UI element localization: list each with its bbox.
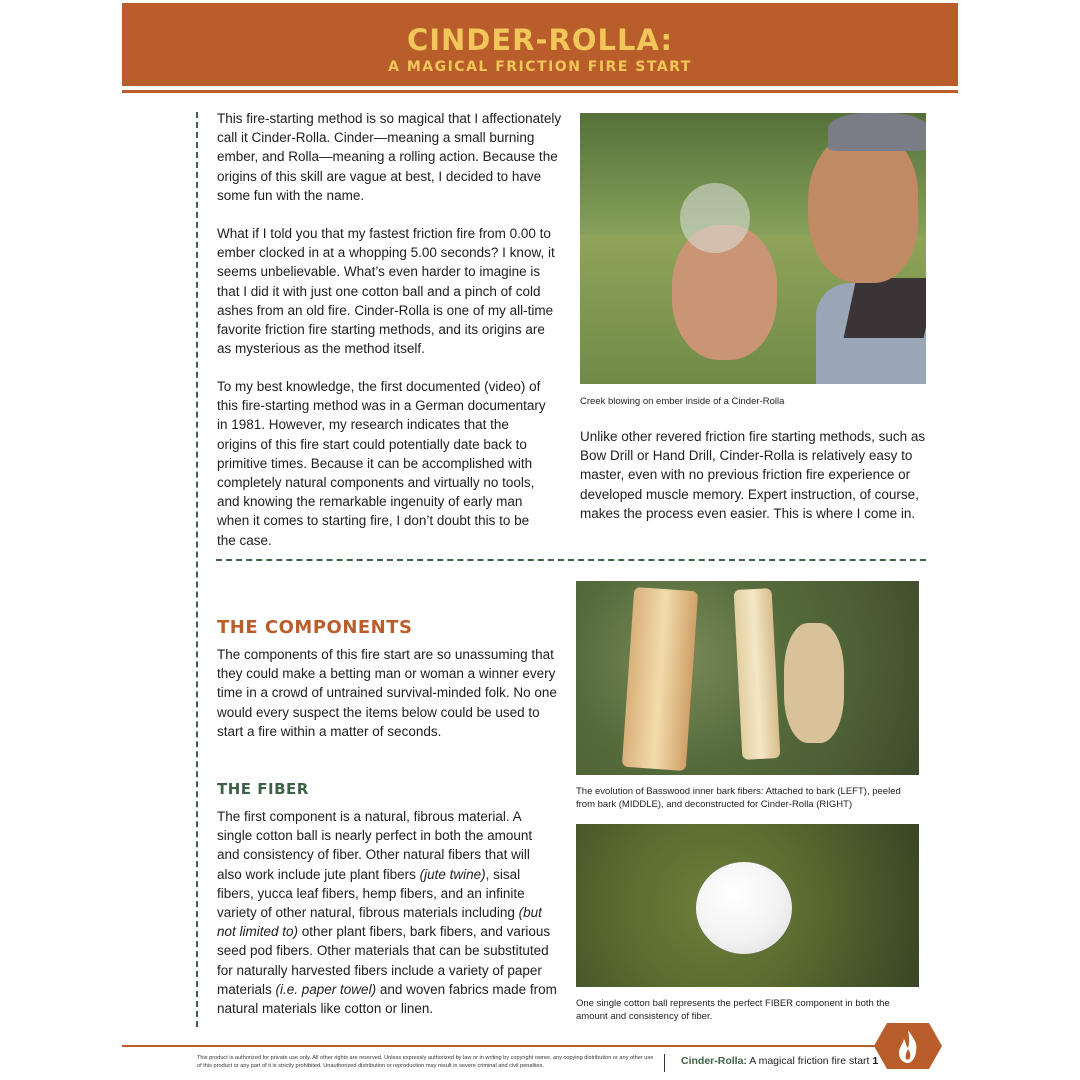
page-number: 1 bbox=[872, 1055, 879, 1067]
fiber-text-4: and woven fabrics made from natural materials like cotton or linen. bbox=[217, 981, 557, 1017]
photo-cotton-ball bbox=[576, 824, 919, 987]
photo2-caption: The evolution of Basswood inner bark fibers: Attached to bark (LEFT), peeled from bark (MIDDLE), and deconstructed for Cinder-Rolla (RIGHT) bbox=[576, 786, 901, 810]
photo-face bbox=[808, 133, 918, 283]
fiber-italic-3: (i.e. paper towel) bbox=[275, 981, 377, 997]
components-heading: THE COMPONENTS bbox=[217, 617, 413, 638]
photo-smoke bbox=[680, 183, 750, 253]
fiber-paragraph bbox=[217, 807, 557, 1018]
fiber-italic-2: (but not limited to) bbox=[217, 905, 542, 940]
photo-cap bbox=[828, 113, 926, 151]
cotton-ball bbox=[696, 862, 792, 954]
footer-doc-subtitle: A magical friction fire start bbox=[746, 1055, 873, 1067]
bark-attached bbox=[622, 587, 698, 771]
components-paragraph: The components of this fire start are so unassuming that they could make a betting man or woman a winner every time in a crowd of untrained survival-minded folk. No one would every suspect the items below could be used to start a fire within a matter of seconds. bbox=[217, 647, 557, 739]
footer-divider bbox=[122, 1045, 882, 1047]
fiber-heading: THE FIBER bbox=[217, 780, 309, 798]
flame-hexagon-icon bbox=[873, 1022, 943, 1070]
photo-blowing-ember bbox=[580, 113, 926, 384]
footer-doc-title: Cinder-Rolla: bbox=[681, 1055, 747, 1067]
intro-paragraph-2: What if I told you that my fastest friction fire from 0.00 to ember clocked in at a whopping 5.00 seconds? I know, it seems unbelievable. What’s even harder to imagine is that I did it with just one cotton ball and a pinch of cold ashes from an old fire. Cinder-Rolla is one of my all-time favorite friction fire starting methods, and its origins are as mysterious as the method itself. bbox=[217, 226, 555, 357]
fiber-text-1: The first component is a natural, fibrous material. A single cotton ball is nearly perfect in both the amount and consistency of fiber. Other natural fibers that will also work include jute plant fibers bbox=[217, 809, 533, 882]
footer-separator bbox=[664, 1054, 665, 1072]
fiber-text-3: other plant fibers, bark fibers, and various seed pod fibers. Other materials that can be substituted for naturally harvested fibers include a variety of paper materials bbox=[217, 924, 551, 997]
bark-peeled bbox=[734, 588, 781, 760]
intro-paragraph-1: This fire-starting method is so magical that I affectionately call it Cinder-Rolla. Cinder—meaning a small burning ember, and Rolla—meaning a rolling action. Because the origins of this skill are vague at best, I decided to have some fun with the name. bbox=[217, 111, 562, 203]
footer-title bbox=[681, 1055, 878, 1067]
intro-paragraph-3: To my best knowledge, the first documented (video) of this fire-starting method was in a German documentary in 1981. However, my research indicates that the origins of this fire start could potentially date back to primitive times. Because it can be accomplished with completely natural components and virtually no tools, and knowing the remarkable ingenuity of early man when it comes to starting fire, I don’t doubt this to be the case. bbox=[217, 379, 546, 548]
page-title: CINDER-ROLLA: bbox=[406, 23, 674, 57]
section-dashed-divider bbox=[216, 559, 926, 561]
photo-basswood-fibers bbox=[576, 581, 919, 775]
photo1-caption: Creek blowing on ember inside of a Cinder-Rolla bbox=[580, 396, 785, 407]
legal-notice: This product is authorized for private use only. All other rights are reserved. Unless expressly authorized by law or in writing by copyright owner, any copying distribution or any other use of this product or any part of it is strictly prohibited. Unauthorized distribution or reproduction may result in severe criminal and civil penalties. bbox=[197, 1055, 654, 1069]
photo3-caption: One single cotton ball represents the perfect FIBER component in both the amount and consistency of fiber. bbox=[576, 998, 890, 1022]
left-dashed-divider bbox=[196, 112, 198, 1027]
photo-bandana bbox=[844, 278, 926, 338]
right-paragraph-1: Unlike other revered friction fire starting methods, such as Bow Drill or Hand Drill, Cinder-Rolla is relatively easy to master, even with no previous friction fire experience or developed muscle memory. Expert instruction, of course, makes the process even easier. This is where I come in. bbox=[580, 429, 926, 521]
bark-deconstructed bbox=[784, 623, 844, 743]
fiber-text-2: , sisal fibers, yucca leaf fibers, hemp fibers, and an infinite variety of other natural, fibrous materials including bbox=[217, 866, 525, 921]
header-divider bbox=[122, 90, 958, 93]
page-header bbox=[122, 3, 958, 86]
page-subtitle: A MAGICAL FRICTION FIRE START bbox=[388, 59, 692, 75]
fiber-italic-1: (jute twine) bbox=[419, 866, 486, 882]
